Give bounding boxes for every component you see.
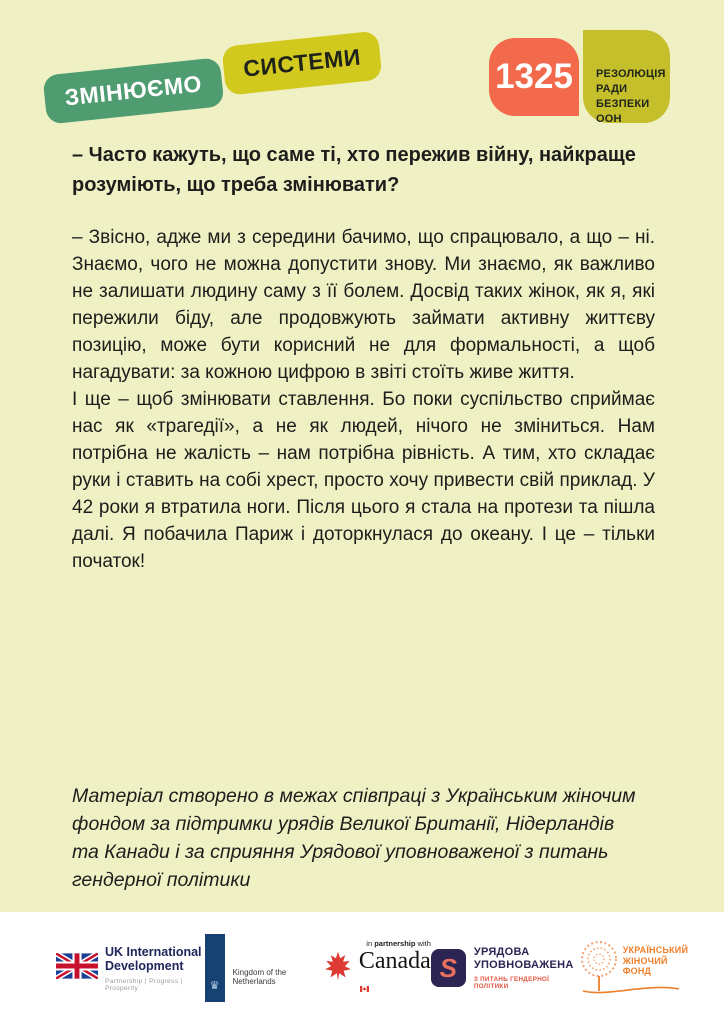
badge-label-line: РАДИ	[596, 83, 628, 95]
netherlands-ribbon-icon	[205, 934, 225, 1002]
uk-logo-text	[105, 945, 205, 992]
badge-label-line: РЕЗОЛЮЦІЯ	[596, 68, 666, 80]
interview-body	[72, 140, 655, 575]
uwf-logo-text	[623, 945, 688, 977]
commissioner-logo-subline: З ПИТАНЬ ГЕНДЕРНОЇ ПОЛІТИКИ	[473, 976, 550, 990]
canada-wordmark-text: Canada	[358, 948, 431, 974]
answer-paragraph: І ще – щоб змінювати ставлення. Бо поки суспільство сприймає нас як «трагедії», а не як людей, нічого не зміниться. Нам потрібна не жалість – нам потрібна рівність. А тим, хто складає руки і ставить на собі хрест, просто хочу привести свій приклад. У 42 роки я втратила ноги. Після цього я стала на протези та пішла далі. Я побачила Париж і доторкнулася до океану. І це – тільки початок!	[72, 389, 655, 572]
ukrainian-womens-fund-logo	[577, 937, 689, 999]
commissioner-s-mark-icon: S	[431, 949, 466, 987]
commissioner-logo-line: УПОВНОВАЖЕНА	[473, 959, 574, 971]
netherlands-logo-label: Kingdom of the Netherlands	[232, 968, 287, 986]
badge-number-1325: 1325	[489, 38, 579, 116]
partner-logos-footer	[0, 912, 724, 1024]
gov-commissioner-gender-policy-logo	[431, 946, 577, 990]
canada-mini-flag-icon	[360, 973, 369, 997]
resolution-1325-badge	[489, 30, 670, 123]
commissioner-logo-line: УРЯДОВА	[473, 946, 530, 958]
interview-question: – Часто кажуть, що саме ті, хто пережив війну, найкраще розуміють, що треба змінювати?	[72, 144, 636, 196]
canada-tagline	[359, 939, 431, 948]
answer-paragraph: – Звісно, адже ми з середини бачимо, що спрацювало, а що – ні. Знаємо, чого не можна допустити знову. Ми знаємо, як важливо не залишати людину саму з її болем. Досвід таких жінок, як я, які пережили біду, але продовжують займати активну життєву позицію, може бути корисний не для формальності, а щоб нагадувати: за кожною цифрою в звіті стоїть живе життя.	[72, 227, 655, 383]
canada-tagline-prefix: in	[366, 939, 375, 948]
union-jack-icon	[56, 953, 98, 984]
brand-pill-systemy: СИСТЕМИ	[221, 30, 383, 95]
commissioner-logo-text	[474, 946, 577, 990]
brand-logo	[42, 40, 384, 124]
interview-answer	[72, 224, 655, 575]
uwf-logo-line: ФОНД	[622, 966, 652, 976]
maple-leaf-icon	[323, 950, 353, 987]
netherlands-government-logo	[205, 934, 323, 1002]
badge-label-unsc-resolution	[583, 30, 670, 123]
badge-label-line: БЕЗПЕКИ	[596, 98, 650, 110]
uk-logo-tagline: Partnership | Progress | Prosperity	[105, 977, 183, 992]
uk-international-development-logo	[56, 945, 205, 992]
uk-logo-line: Development	[105, 958, 184, 973]
brand-pill-zminyuyemo: ЗМІНЮЄМО	[42, 57, 224, 124]
netherlands-crest-icon: ♛	[209, 980, 220, 992]
canada-partnership-logo	[323, 939, 431, 997]
uwf-logo-line: УКРАЇНСЬКИЙ	[622, 945, 689, 955]
badge-label-line: ООН	[596, 113, 622, 125]
canada-logo-text	[359, 939, 431, 997]
uk-logo-line: UK International	[105, 944, 202, 959]
canada-wordmark	[359, 949, 431, 997]
canada-tagline-suffix: with	[415, 939, 431, 948]
uwf-logo-line: ЖІНОЧИЙ	[622, 955, 668, 966]
credit-note: Матеріал створено в межах співпраці з Українським жіночим фондом за підтримки урядів Великої Британії, Нідерландів та Канади і за сприяння Урядової уповноваженої з питань гендерної політики	[72, 785, 636, 891]
canada-tagline-bold: partnership	[374, 939, 416, 948]
